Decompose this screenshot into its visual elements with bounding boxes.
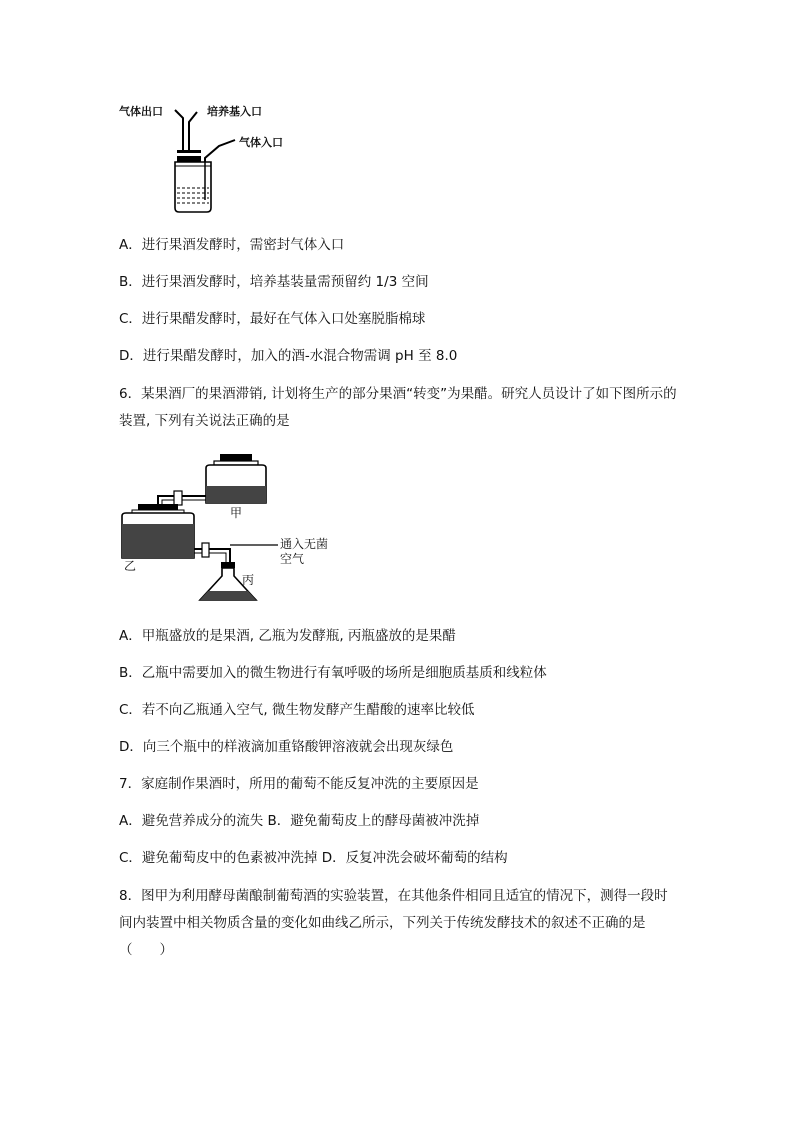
- q6-stem: 6．某果酒厂的果酒滞销, 计划将生产的部分果酒“转变”为果醋。研究人员设计了如下图所示的装置, 下列有关说法正确的是: [119, 386, 677, 429]
- fermentation-bottle-figure: [115, 100, 315, 220]
- q6-option-c: C．若不向乙瓶通入空气, 微生物发酵产生醋酸的速率比较低: [119, 702, 475, 718]
- q7-options-cd: C．避免葡萄皮中的色素被冲洗掉 D．反复冲洗会破坏葡萄的结构: [119, 850, 508, 866]
- sterile-air-label-line2: 空气: [280, 552, 305, 566]
- flask-bing-label: 丙: [242, 573, 255, 587]
- three-bottle-apparatus-diagram: [118, 452, 358, 612]
- q8-stem: 8．图甲为利用酵母菌酿制葡萄酒的实验装置，在其他条件相同且适宜的情况下，测得一段时间内装置中相关物质含量的变化如曲线乙所示，下列关于传统发酵技术的叙述不正确的是（ ）: [119, 888, 668, 958]
- three-bottle-apparatus-figure: [118, 452, 358, 612]
- medium-inlet-label: 培养基入口: [207, 105, 262, 118]
- q6-option-b: B．乙瓶中需要加入的微生物进行有氧呼吸的场所是细胞质基质和线粒体: [119, 665, 547, 681]
- sterile-air-label-line1: 通入无菌: [280, 537, 329, 551]
- q5-option-c: C．进行果醋发酵时，最好在气体入口处塞脱脂棉球: [119, 311, 426, 327]
- q6-option-a: A．甲瓶盛放的是果酒, 乙瓶为发酵瓶, 丙瓶盛放的是果醋: [119, 628, 456, 644]
- q7-stem: 7．家庭制作果酒时，所用的葡萄不能反复冲洗的主要原因是: [119, 776, 479, 792]
- q5-option-b: B．进行果酒发酵时，培养基装量需预留约 1/3 空间: [119, 274, 429, 290]
- bottle-yi-label: 乙: [124, 559, 137, 573]
- bottle-jia-label: 甲: [230, 506, 243, 520]
- q5-option-a: A．进行果酒发酵时，需密封气体入口: [119, 237, 345, 253]
- gas-outlet-label: 气体出口: [119, 105, 163, 118]
- gas-inlet-label: 气体入口: [239, 136, 283, 149]
- q6-option-d: D．向三个瓶中的样液滴加重铬酸钾溶液就会出现灰绿色: [119, 739, 454, 755]
- q7-options-ab: A．避免营养成分的流失 B．避免葡萄皮上的酵母菌被冲洗掉: [119, 813, 480, 829]
- q5-option-d: D．进行果醋发酵时，加入的酒-水混合物需调 pH 至 8.0: [119, 348, 458, 364]
- fermentation-bottle-diagram: [115, 100, 315, 220]
